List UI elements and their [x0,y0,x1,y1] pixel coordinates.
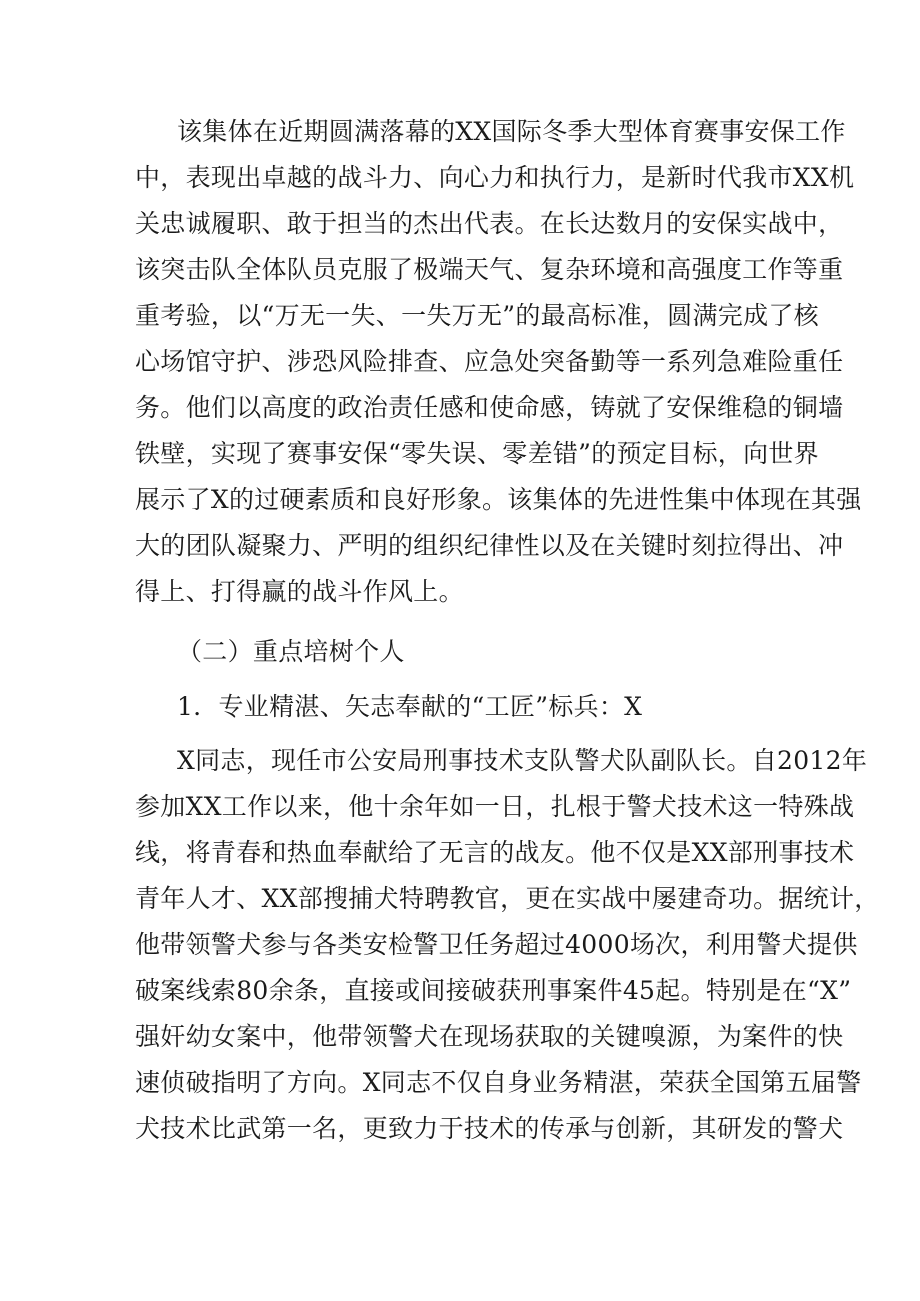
section-heading: （二）重点培树个人 [177,637,405,666]
para1-line-4: 该突击队全体队员克服了极端天气、复杂环境和高强度工作等重 [135,255,844,284]
para2-line-2: 参加XX工作以来，他十余年如一日，扎根于警犬技术这一特殊战 [135,792,855,821]
para2-line-7: 强奸幼女案中，他带领警犬在现场获取的关键嗅源，为案件的快 [135,1022,844,1051]
para1-line-7: 务。他们以高度的政治责任感和使命感，铸就了安保维稳的铜墙 [135,393,844,422]
para1-line-6: 心场馆守护、涉恐风险排查、应急处突备勤等一系列急难险重任 [135,347,844,376]
para1-line-11: 得上、打得赢的战斗作风上。 [135,577,464,606]
para2-line-3: 线，将青春和热血奉献给了无言的战友。他不仅是XX部刑事技术 [135,838,855,867]
para2-line-9: 犬技术比武第一名，更致力于技术的传承与创新，其研发的警犬 [135,1114,844,1143]
para2-line-8: 速侦破指明了方向。X同志不仅自身业务精湛，荣获全国第五届警 [135,1068,862,1097]
subheading: 1．专业精湛、矢志奉献的“工匠”标兵：X [177,692,643,721]
para1-line-2: 中，表现出卓越的战斗力、向心力和执行力，是新时代我市XX机 [135,163,855,192]
para1-line-9: 展示了X的过硬素质和良好形象。该集体的先进性集中体现在其强 [135,485,862,514]
para1-line-10: 大的团队凝聚力、严明的组织纪律性以及在关键时刻拉得出、冲 [135,531,844,560]
para1-line-5: 重考验，以“万无一失、一失万无”的最高标准，圆满完成了核 [135,301,819,330]
para1-line-8: 铁壁，实现了赛事安保“零失误、零差错”的预定目标，向世界 [135,439,819,468]
para2-line-6: 破案线索80余条，直接或间接破获刑事案件45起。特别是在“X” [135,976,852,1005]
para1-line-3: 关忠诚履职、敢于担当的杰出代表。在长达数月的安保实战中， [135,209,844,238]
para1-line-1: 该集体在近期圆满落幕的XX国际冬季大型体育赛事安保工作 [177,117,846,146]
para2-line-4: 青年人才、XX部搜捕犬特聘教官，更在实战中屡建奇功。据统计， [135,884,880,913]
para2-line-5: 他带领警犬参与各类安检警卫任务超过4000场次，利用警犬提供 [135,930,858,959]
para2-line-1: X同志，现任市公安局刑事技术支队警犬队副队长。自2012年 [177,746,868,775]
